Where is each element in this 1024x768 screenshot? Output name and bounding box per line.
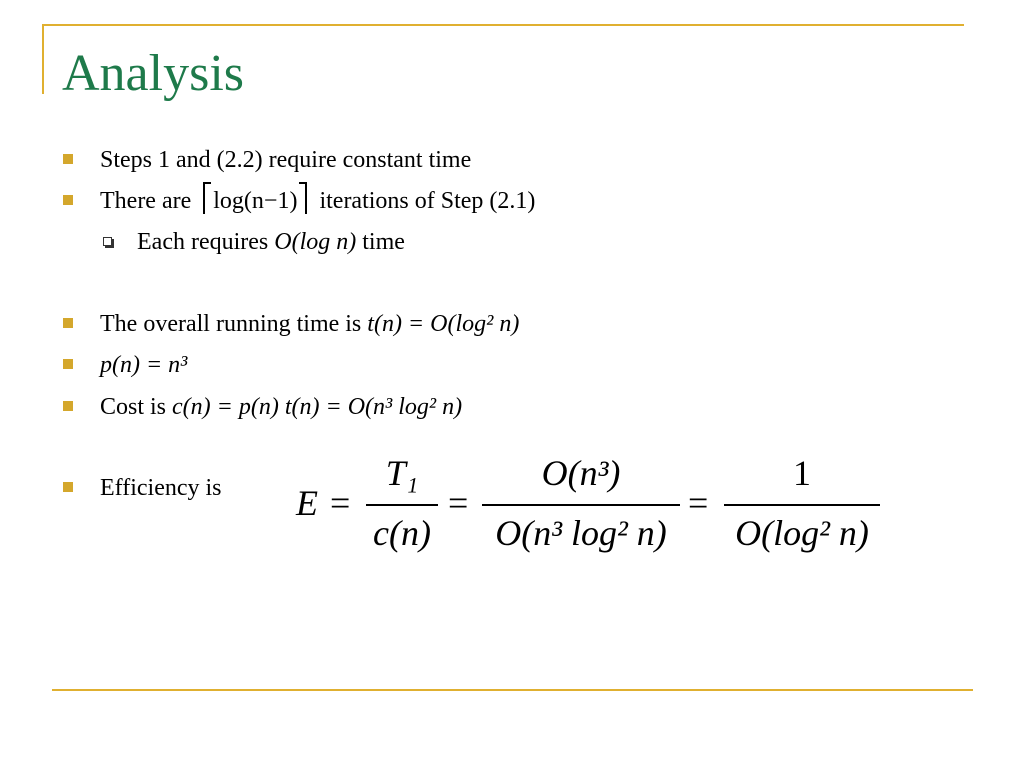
fraction-3-denominator: O(log² n) xyxy=(735,513,869,553)
bullet-text-pre: Cost is xyxy=(100,394,167,420)
ceiling-content: log(n−1) xyxy=(213,188,298,214)
frame-top-line xyxy=(42,24,964,26)
bullet-text-pre: There are xyxy=(100,188,192,214)
sub-bullet-marker xyxy=(103,237,112,246)
bullet-text: Steps 1 and (2.2) require constant time xyxy=(100,147,472,173)
math-running-time: t(n) = O(log² n) xyxy=(367,311,520,337)
fraction-bar xyxy=(366,504,438,506)
bullet-text: Efficiency is xyxy=(100,475,222,501)
fraction-2-numerator: O(n³) xyxy=(541,453,621,493)
math-big-o: O(log n) xyxy=(274,229,357,255)
bullet-marker xyxy=(63,318,73,328)
math-processors: p(n) = n³ xyxy=(100,352,188,378)
bullet-marker xyxy=(63,401,73,411)
math-cost: c(n) = p(n) t(n) = O(n³ log² n) xyxy=(172,394,463,420)
bullet-text xyxy=(100,307,519,341)
equals-sign: = xyxy=(688,483,709,523)
bullet-marker xyxy=(63,482,73,492)
frame-left-line xyxy=(42,24,44,94)
fraction-3-numerator: 1 xyxy=(793,453,811,493)
sub-bullet-post: time xyxy=(362,229,405,255)
bullet-marker xyxy=(63,359,73,369)
fraction-1-denominator: c(n) xyxy=(373,513,431,553)
ceiling-expression xyxy=(203,184,307,218)
bullet-marker xyxy=(63,195,73,205)
fraction-2-denominator: O(n³ log² n) xyxy=(495,513,667,553)
sub-bullet-pre: Each requires xyxy=(137,229,269,255)
fraction-bar xyxy=(482,504,680,506)
bullet-text xyxy=(100,348,187,382)
bullet-text xyxy=(100,390,462,424)
frame-bottom-line xyxy=(52,689,973,691)
equals-sign: = xyxy=(448,483,469,523)
sub-bullet-text xyxy=(137,225,405,259)
fraction-1-numerator: T₁ xyxy=(385,453,419,493)
bullet-text xyxy=(100,184,535,218)
slide-title: Analysis xyxy=(62,45,244,102)
fraction-bar xyxy=(724,504,880,506)
equals-sign: = xyxy=(330,483,351,523)
bullet-text-pre: The overall running time is xyxy=(100,311,362,337)
bullet-marker xyxy=(63,154,73,164)
bullet-text-post: iterations of Step (2.1) xyxy=(319,188,536,214)
equation-lhs: E xyxy=(296,483,318,523)
